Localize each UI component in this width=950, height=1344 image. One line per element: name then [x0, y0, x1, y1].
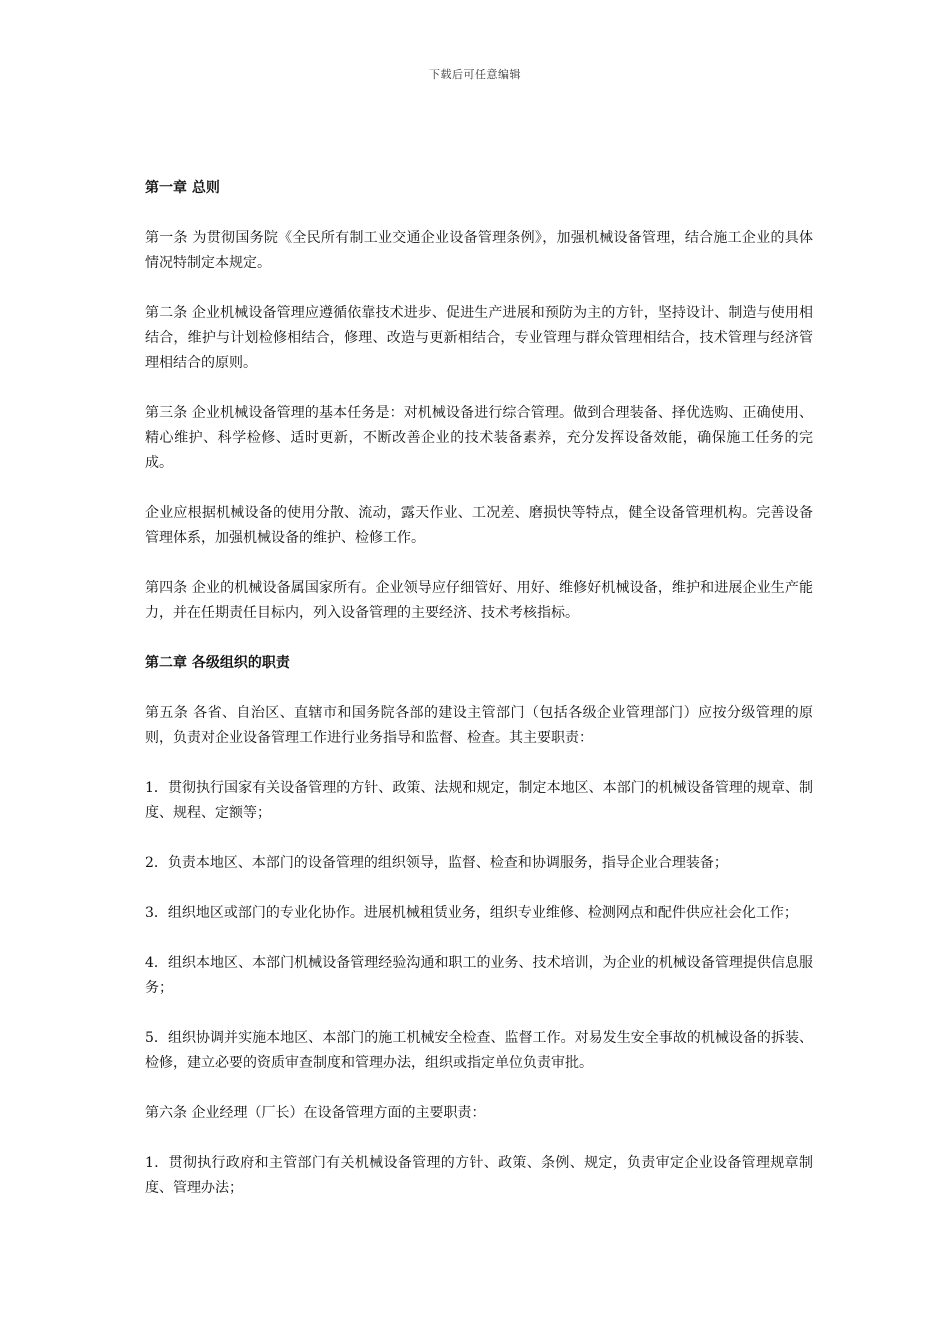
list-item-paragraph: 2．负责本地区、本部门的设备管理的组织领导，监督、检查和协调服务，指导企业合理装备； [145, 855, 728, 871]
list-item-paragraph: 1．贯彻执行政府和主管部门有关机械设备管理的方针、政策、条例、规定，负责审定企业设备管理规章制度、管理办法； [145, 1155, 813, 1196]
article-paragraph: 第一条 为贯彻国务院《全民所有制工业交通企业设备管理条例》，加强机械设备管理，结合施工企业的具体情况特制定本规定。 [145, 230, 813, 271]
article-paragraph: 企业应根据机械设备的使用分散、流动，露天作业、工况差、磨损快等特点，健全设备管理机构。完善设备管理体系，加强机械设备的维护、检修工作。 [145, 505, 813, 546]
article-paragraph: 第六条 企业经理（厂长）在设备管理方面的主要职责： [145, 1105, 486, 1121]
chapter-heading: 第二章 各级组织的职责 [145, 655, 290, 671]
list-item-paragraph: 1．贯彻执行国家有关设备管理的方针、政策、法规和规定，制定本地区、本部门的机械设备管理的规章、制度、规程、定额等； [145, 780, 813, 821]
list-item-paragraph: 3．组织地区或部门的专业化协作。进展机械租赁业务，组织专业维修、检测网点和配件供应社会化工作； [145, 905, 798, 921]
article-paragraph: 第二条 企业机械设备管理应遵循依靠技术进步、促进生产进展和预防为主的方针，坚持设计、制造与使用相结合，维护与计划检修相结合，修理、改造与更新相结合，专业管理与群众管理相结合，技术管理与经济管理相结合的原则。 [145, 305, 813, 371]
article-paragraph: 第五条 各省、自治区、直辖市和国务院各部的建设主管部门（包括各级企业管理部门）应按分级管理的原则，负责对企业设备管理工作进行业务指导和监督、检查。其主要职责： [145, 705, 813, 746]
header-note: 下载后可任意编辑 [429, 68, 521, 81]
list-item-paragraph: 4．组织本地区、本部门机械设备管理经验沟通和职工的业务、技术培训，为企业的机械设备管理提供信息服务； [145, 955, 813, 996]
article-paragraph: 第四条 企业的机械设备属国家所有。企业领导应仔细管好、用好、维修好机械设备，维护和进展企业生产能力，并在任期责任目标内，列入设备管理的主要经济、技术考核指标。 [145, 580, 813, 621]
list-item-paragraph: 5．组织协调并实施本地区、本部门的施工机械安全检查、监督工作。对易发生安全事故的机械设备的拆装、检修，建立必要的资质审查制度和管理办法，组织或指定单位负责审批。 [145, 1030, 813, 1071]
article-paragraph: 第三条 企业机械设备管理的基本任务是：对机械设备进行综合管理。做到合理装备、择优选购、正确使用、精心维护、科学检修、适时更新，不断改善企业的技术装备素养，充分发挥设备效能，确保施工任务的完成。 [145, 405, 813, 471]
chapter-heading: 第一章 总则 [145, 180, 220, 196]
document-body [145, 176, 813, 1226]
